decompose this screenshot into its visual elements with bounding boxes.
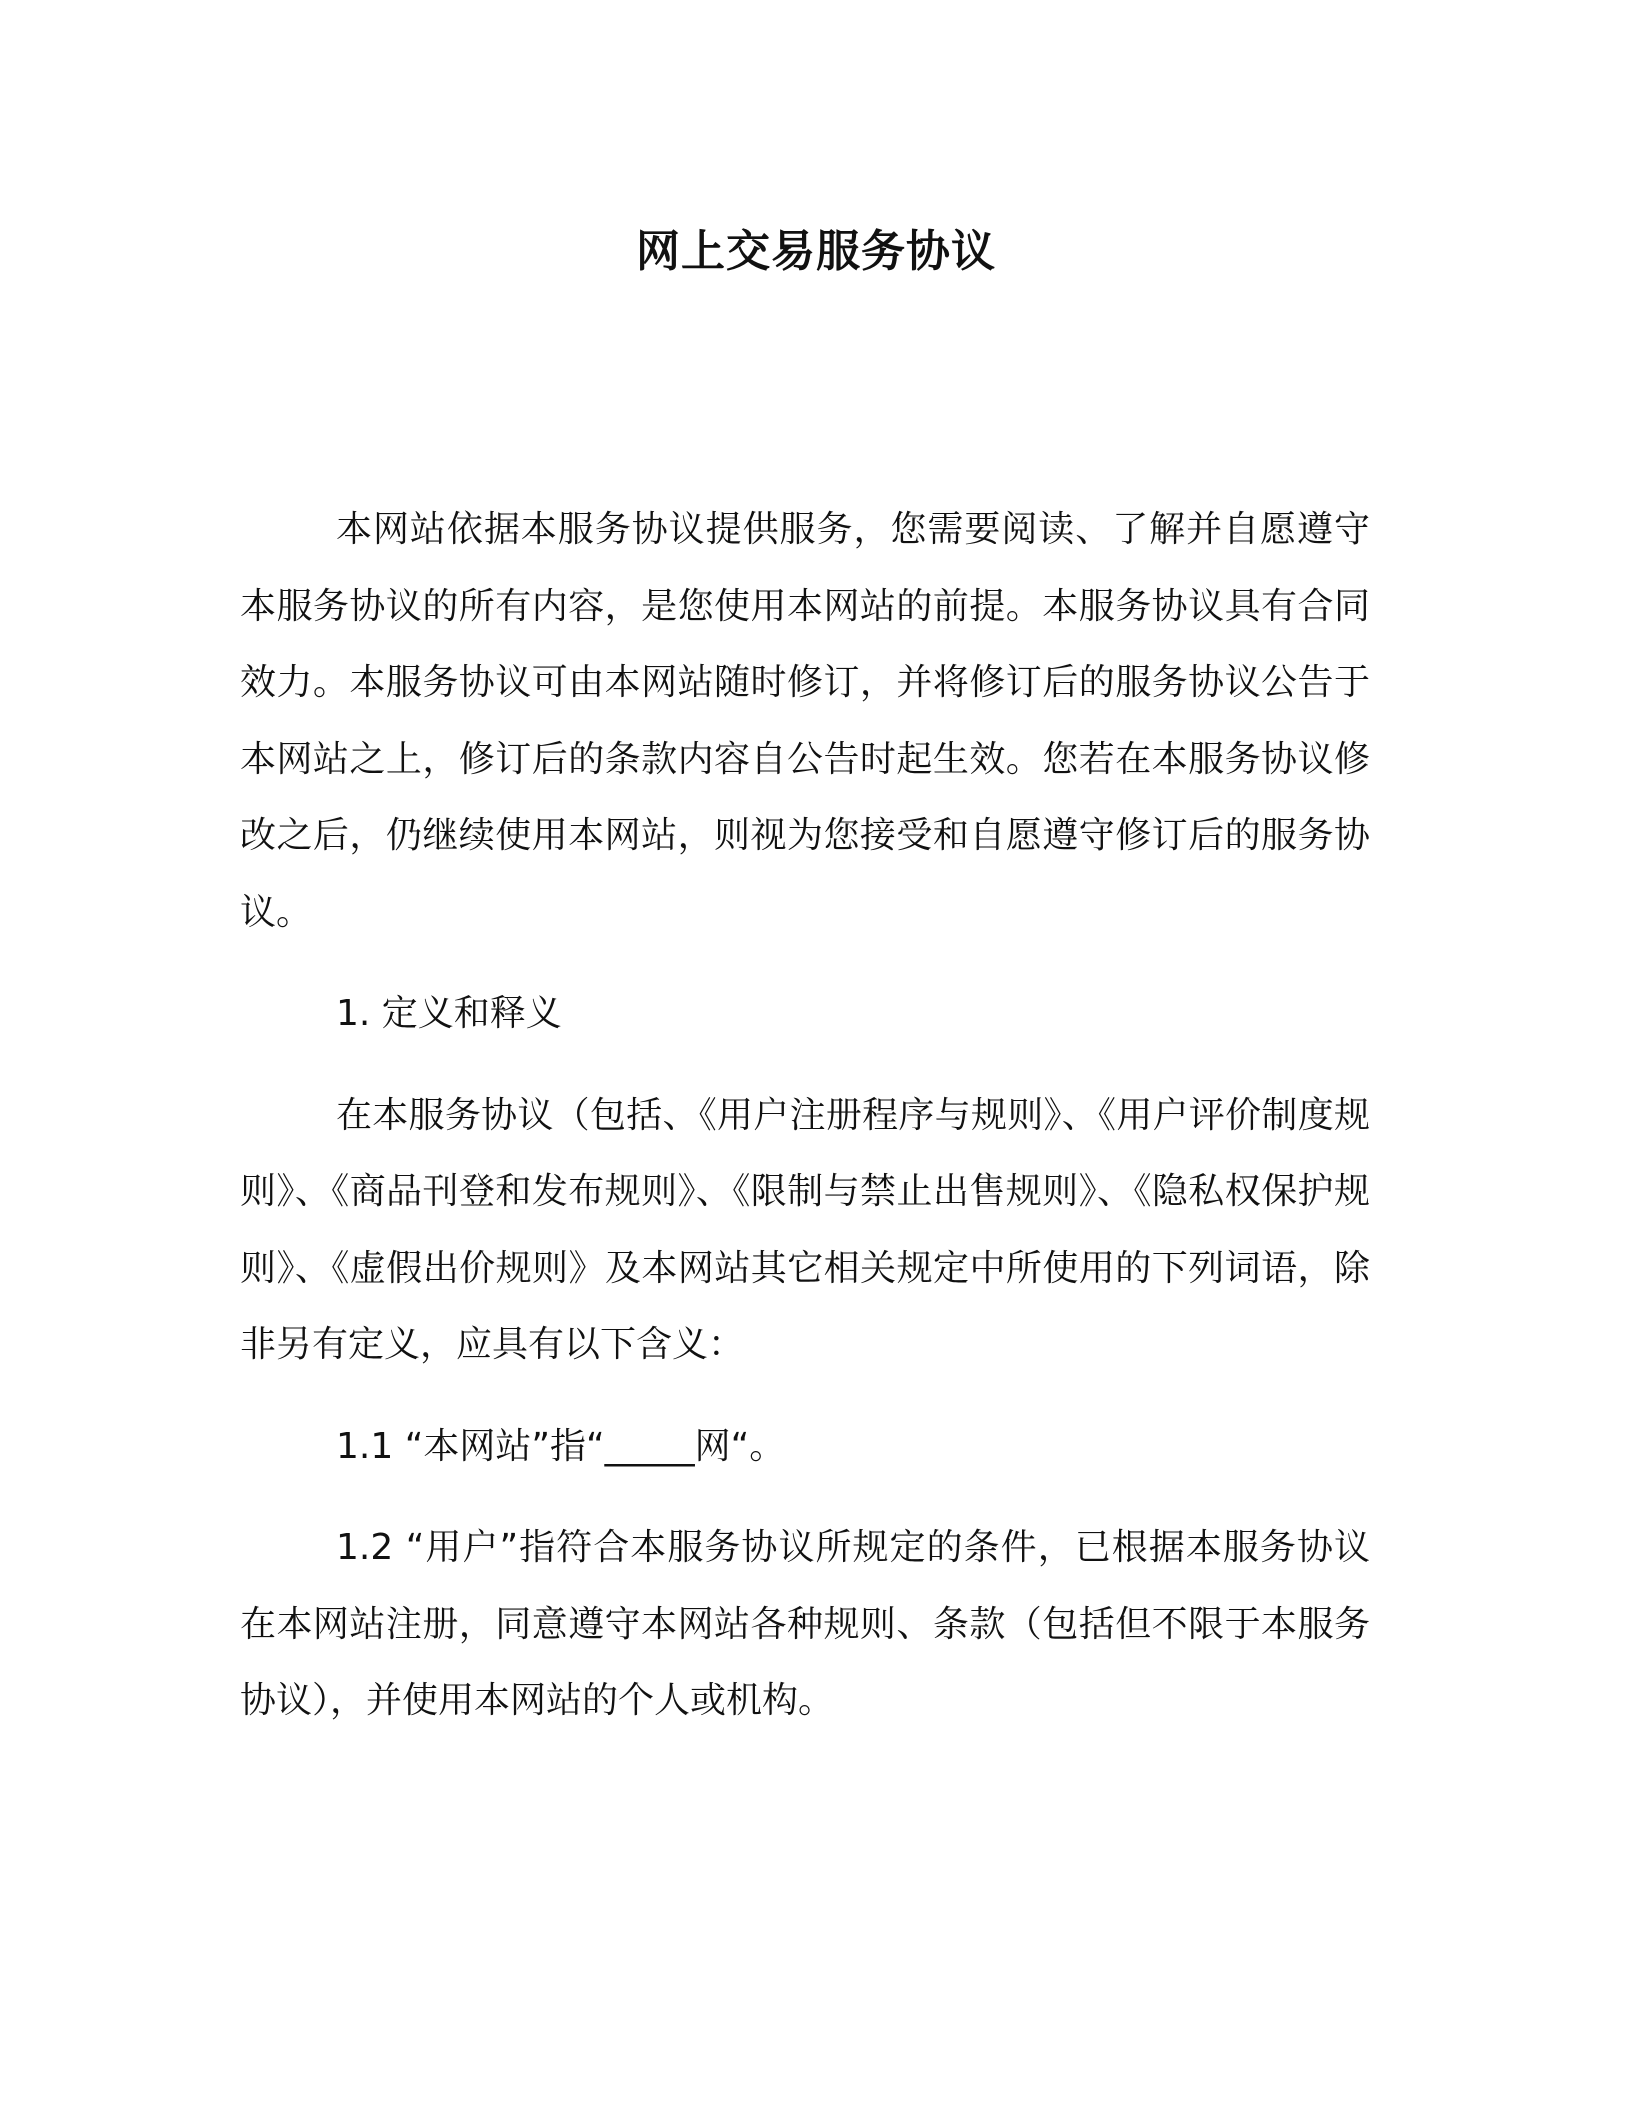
document-body (240, 492, 1370, 1765)
document-title: 网上交易服务协议 (636, 226, 996, 277)
section-heading-definitions: 1. 定义和释义 (336, 993, 562, 1034)
clause-1-1: 1.1 “本网站”指“_____网“。 (336, 1425, 786, 1467)
clause-1-2: 1.2 “用户”指符合本服务协议所规定的条件，已根据本服务协议在本网站注册，同意遵守本网站各种规则、条款（包括但不限于本服务协议），并使用本网站的个人或机构。 (240, 1527, 1370, 1721)
intro-paragraph: 本网站依据本服务协议提供服务，您需要阅读、了解并自愿遵守本服务协议的所有内容，是您使用本网站的前提。本服务协议具有合同效力。本服务协议可由本网站随时修订，并将修订后的服务协议公告于本网站之上，修订后的条款内容自公告时起生效。您若在本服务协议修改之后，仍继续使用本网站，则视为您接受和自愿遵守修订后的服务协议。 (240, 509, 1370, 933)
definitions-paragraph: 在本服务协议（包括、《用户注册程序与规则》、《用户评价制度规则》、《商品刊登和发布规则》、《限制与禁止出售规则》、《隐私权保护规则》、《虚假出价规则》及本网站其它相关规定中所使用的下列词语，除非另有定义，应具有以下含义： (240, 1094, 1370, 1365)
